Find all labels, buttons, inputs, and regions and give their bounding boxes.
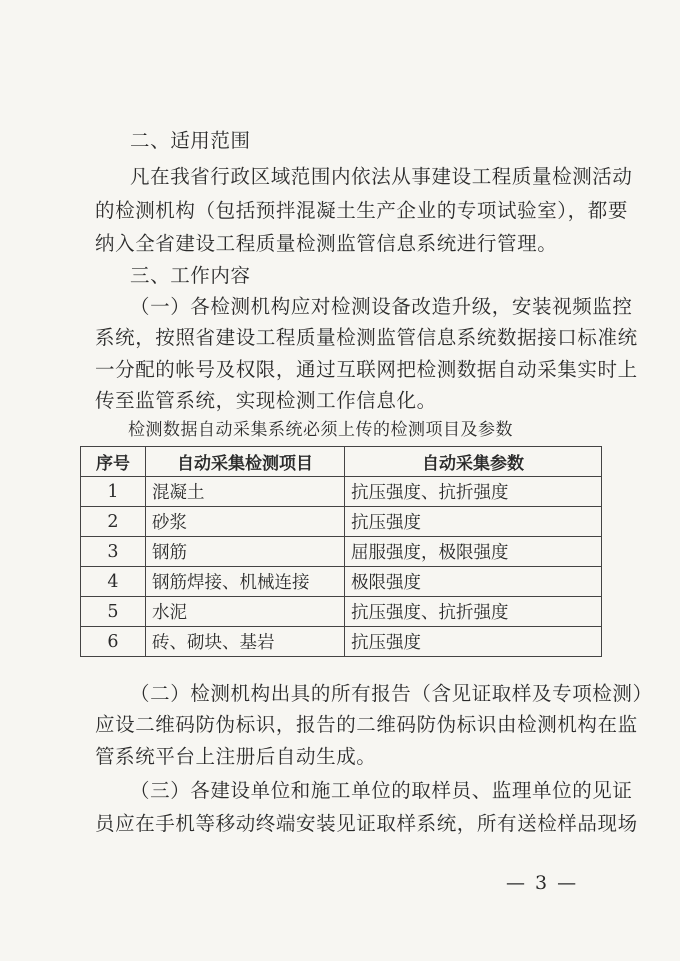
cell-params: 抗压强度: [345, 507, 602, 537]
cell-no: 1: [81, 477, 146, 507]
paragraph-line: 系统，按照省建设工程质量检测监管信息系统数据接口标准统: [95, 326, 638, 349]
table-row: [81, 477, 602, 507]
cell-item: 混凝土: [146, 477, 345, 507]
cell-no: 6: [81, 627, 146, 657]
cell-params: 极限强度: [345, 567, 602, 597]
table-row: [81, 567, 602, 597]
paragraph-line: （二）检测机构出具的所有报告（含见证取样及专项检测）: [130, 682, 653, 705]
section-heading-work: 三、工作内容: [130, 264, 251, 287]
cell-no: 5: [81, 597, 146, 627]
paragraph-line: （一）各检测机构应对检测设备改造升级，安装视频监控: [130, 295, 633, 318]
cell-item: 水泥: [146, 597, 345, 627]
paragraph-line: 应设二维码防伪标识，报告的二维码防伪标识由检测机构在监: [95, 713, 638, 736]
cell-item: 钢筋焊接、机械连接: [146, 567, 345, 597]
cell-params: 抗压强度: [345, 627, 602, 657]
cell-item: 钢筋: [146, 537, 345, 567]
cell-item: 砂浆: [146, 507, 345, 537]
cell-item: 砖、砌块、基岩: [146, 627, 345, 657]
table-row: [81, 597, 602, 627]
paragraph-line: 凡在我省行政区域范围内依法从事建设工程质量检测活动: [130, 165, 633, 188]
paragraph-line: 传至监管系统，实现检测工作信息化。: [95, 389, 437, 412]
table-header-row: [81, 447, 602, 477]
cell-no: 2: [81, 507, 146, 537]
paragraph-line: 员应在手机等移动终端安装见证取样系统，所有送检样品现场: [95, 812, 638, 835]
table-caption: 检测数据自动采集系统必须上传的检测项目及参数: [128, 420, 513, 440]
header-no: 序号: [81, 447, 146, 477]
cell-params: 屈服强度，极限强度: [345, 537, 602, 567]
header-item: 自动采集检测项目: [146, 447, 345, 477]
paragraph-line: 纳入全省建设工程质量检测监管信息系统进行管理。: [95, 232, 558, 255]
cell-params: 抗压强度、抗折强度: [345, 477, 602, 507]
paragraph-line: 管系统平台上注册后自动生成。: [95, 745, 377, 768]
parameters-table: [80, 446, 602, 657]
section-heading-scope: 二、适用范围: [130, 129, 251, 152]
cell-no: 3: [81, 537, 146, 567]
page-number: — 3 —: [506, 872, 579, 894]
cell-no: 4: [81, 567, 146, 597]
paragraph-line: 的检测机构（包括预拌混凝土生产企业的专项试验室），都要: [95, 199, 628, 222]
table-row: [81, 627, 602, 657]
header-params: 自动采集参数: [345, 447, 602, 477]
table-row: [81, 507, 602, 537]
paragraph-line: （三）各建设单位和施工单位的取样员、监理单位的见证: [130, 779, 633, 802]
table-row: [81, 537, 602, 567]
paragraph-line: 一分配的帐号及权限，通过互联网把检测数据自动采集实时上: [95, 358, 638, 381]
cell-params: 抗压强度、抗折强度: [345, 597, 602, 627]
